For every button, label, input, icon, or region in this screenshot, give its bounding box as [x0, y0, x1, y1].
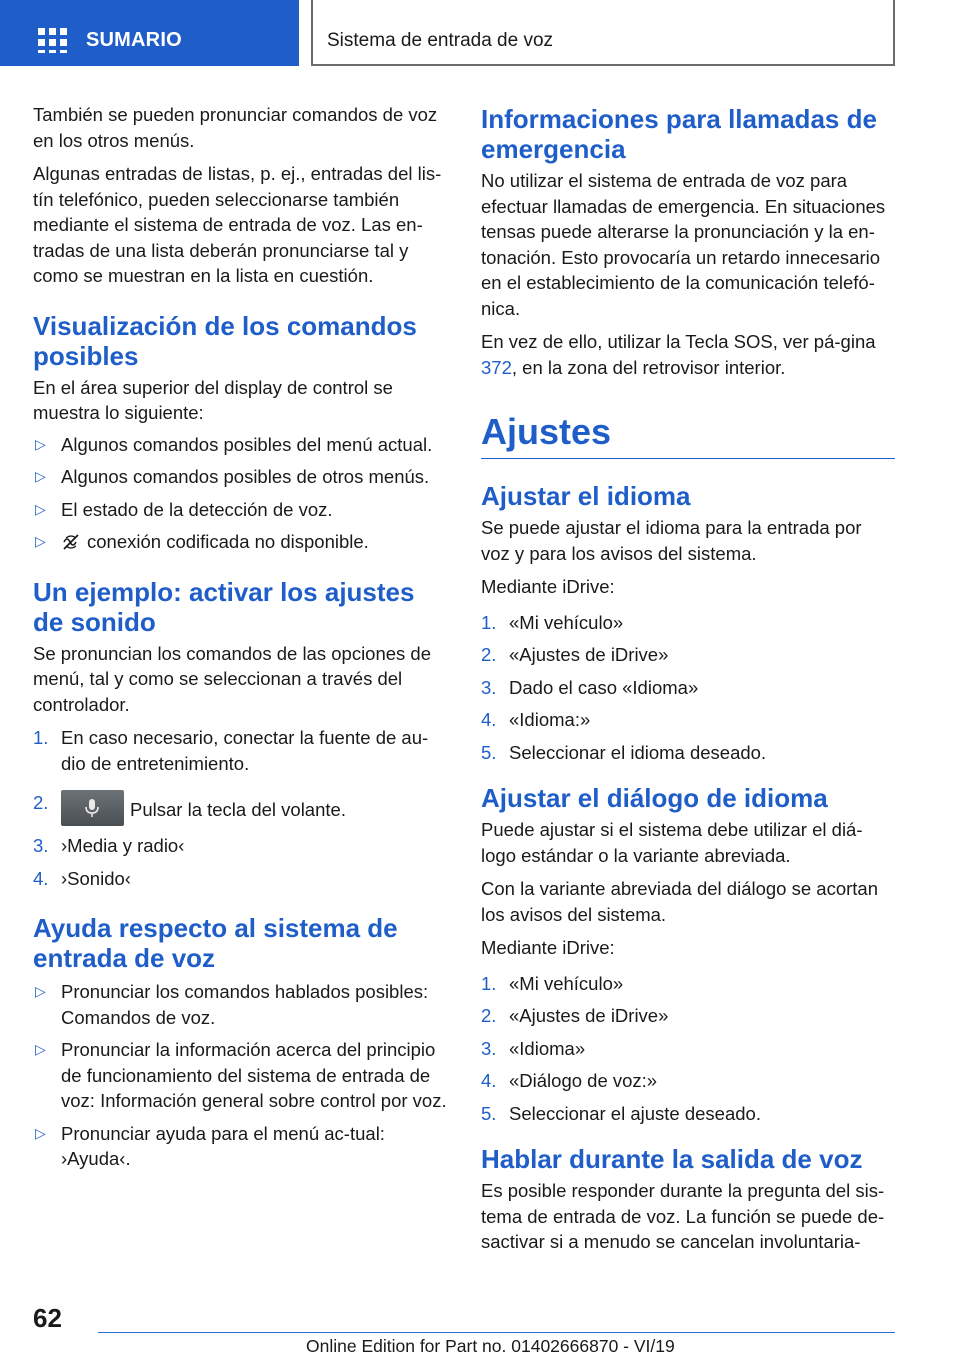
list-item: 1. «Mi vehículo» — [481, 611, 624, 633]
list-item: 5. Seleccionar el ajuste deseado. — [481, 1102, 761, 1124]
paragraph: Con la variante abreviada del diálogo se acortan los avisos del sistema. — [481, 878, 878, 925]
heading-visualizacion: Visualización de los comandos posibles — [33, 310, 417, 371]
help-list — [33, 979, 447, 1172]
edition-note: Online Edition for Part no. 01402666870 - VI/19 — [306, 1336, 675, 1356]
heading-ejemplo: Un ejemplo: activar los ajustes de sonido — [33, 576, 415, 637]
paragraph: Mediante iDrive: — [481, 576, 615, 597]
heading-hablar: Hablar durante la salida de voz — [481, 1144, 863, 1174]
footer-divider — [98, 1332, 895, 1333]
sumario-label: SUMARIO — [86, 29, 182, 51]
heading-emergencia: Informaciones para llamadas de emergencia — [481, 104, 877, 164]
paragraph-sos: En vez de ello, utilizar la Tecla SOS, ver pá‐gina 372, en la zona del retrovisor interior. — [481, 331, 876, 378]
sumario-button[interactable] — [0, 0, 299, 66]
steering-voice-key-image — [61, 790, 124, 826]
paragraph: Se puede ajustar el idioma para la entrada por voz y para los avisos del sistema. — [481, 517, 862, 564]
list-item: 3. Dado el caso «Idioma» — [481, 676, 699, 698]
list-item: 1. En caso necesario, conectar la fuente de au‐dio de entretenimiento. — [33, 727, 429, 774]
dialogo-steps — [481, 971, 895, 1127]
list-item: ▷ El estado de la detección de voz. — [33, 497, 447, 523]
triangle-bullet-icon: ▷ — [35, 983, 46, 999]
list-item: 1. «Mi vehículo» — [481, 972, 624, 994]
list-item: ▷ Pronunciar los comandos hablados posibles: Comandos de voz. — [35, 981, 429, 1028]
page-number: 62 — [33, 1303, 62, 1333]
left-column — [33, 102, 447, 1179]
list-item: 3. ›Media y radio‹ — [33, 835, 185, 856]
paragraph: Es posible responder durante la pregunta del sis‐tema de entrada de voz. La función se puede de‐sactivar si a menudo se cancelan involuntaria‐ — [481, 1180, 885, 1252]
list-item: 2. Pulsar la tecla del volante. — [33, 790, 447, 826]
grid-menu-icon — [38, 28, 68, 52]
section-title: Sistema de entrada de voz — [327, 30, 554, 51]
list-item: ▷ conexión codificada no disponible. — [33, 529, 447, 555]
list-item: ▷ Pronunciar ayuda para el menú ac‐tual: ›Ayuda‹. — [35, 1122, 385, 1169]
list-item: 4. «Diálogo de voz:» — [481, 1070, 658, 1091]
microphone-icon — [84, 798, 100, 818]
visual-list — [33, 432, 447, 555]
triangle-bullet-icon: ▷ — [35, 500, 46, 517]
paragraph: Puede ajustar si el sistema debe utilizar el diá‐logo estándar o la variante abreviada. — [481, 819, 863, 866]
heading-ajustar-dialogo: Ajustar el diálogo de idioma — [481, 783, 828, 813]
list-item: 3. «Idioma» — [481, 1037, 586, 1059]
list-item: ▷ Algunos comandos posibles del menú actual. — [33, 432, 447, 458]
heading-ayuda: Ayuda respecto al sistema de entrada de voz — [33, 913, 398, 973]
heading-ajustar-idioma: Ajustar el idioma — [481, 481, 691, 511]
list-item: 5. Seleccionar el idioma deseado. — [481, 741, 767, 763]
list-item: ▷ Algunos comandos posibles de otros menús. — [33, 464, 447, 490]
triangle-bullet-icon: ▷ — [35, 435, 46, 452]
paragraph: Algunas entradas de listas, p. ej., entradas del lis‐tín telefónico, pueden seleccionarse también mediante el sistema de entrada de voz. Las en‐tradas de una lista deberán pronunciarse tal y como se muestran en la lista en cuestión. — [33, 163, 442, 286]
example-steps — [33, 725, 447, 891]
paragraph: En el área superior del display de control se muestra lo siguiente: — [33, 376, 393, 423]
right-column — [481, 102, 895, 1263]
page-372-link[interactable]: 372 — [481, 356, 512, 378]
top-navigation-bar — [0, 0, 960, 66]
list-item: ▷ Pronunciar la información acerca del principio de funcionamiento del sistema de entrada de voz: Información general sobre control por voz. — [35, 1039, 447, 1111]
idioma-steps — [481, 610, 895, 766]
triangle-bullet-icon: ▷ — [35, 1041, 46, 1057]
paragraph: También se pueden pronunciar comandos de voz en los otros menús. — [33, 104, 438, 151]
heading-ajustes: Ajustes — [481, 410, 895, 459]
list-item: 2. «Ajustes de iDrive» — [481, 644, 669, 665]
paragraph: Se pronuncian los comandos de las opciones de menú, tal y como se seleccionan a través del controlador. — [33, 642, 432, 715]
list-item: 4. «Idioma:» — [481, 709, 591, 730]
crossed-voice-icon — [61, 533, 81, 551]
triangle-bullet-icon: ▷ — [35, 533, 46, 549]
paragraph: Mediante iDrive: — [481, 937, 615, 958]
list-item: 2. «Ajustes de iDrive» — [481, 1005, 669, 1026]
section-title-tab[interactable] — [311, 0, 895, 66]
triangle-bullet-icon: ▷ — [35, 1124, 46, 1141]
paragraph: No utilizar el sistema de entrada de voz para efectuar llamadas de emergencia. En situaciones tensas puede alterarse la pronunciación y la en‐tonación. Esto provocaría un retardo innecesario en el establecimiento de la comunicación telefó‐nica. — [481, 170, 886, 319]
list-item: 4. ›Sonido‹ — [33, 867, 131, 889]
triangle-bullet-icon: ▷ — [35, 468, 46, 484]
